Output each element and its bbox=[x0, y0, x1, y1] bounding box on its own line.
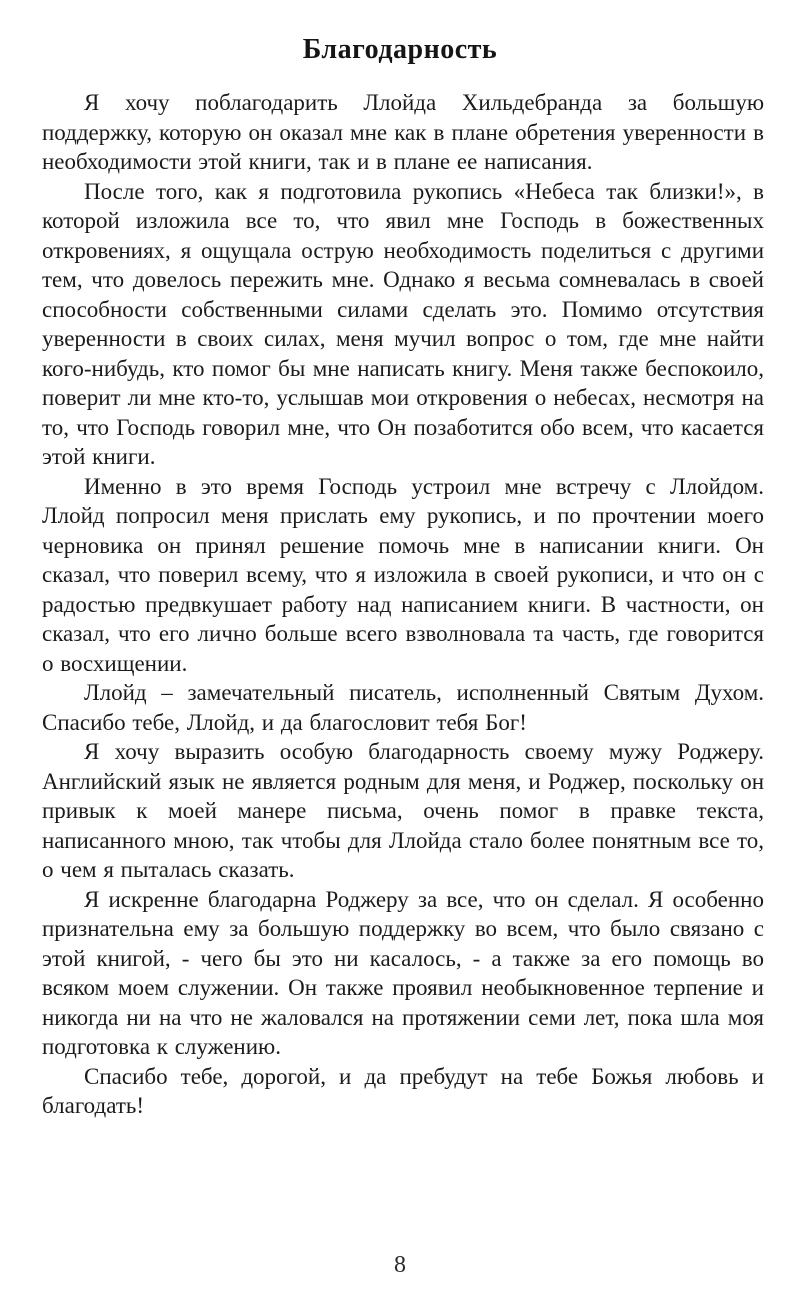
paragraph: Именно в это время Господь устроил мне встречу с Ллойдом. Ллойд попросил меня прислать ему рукопись, и по прочтении моего черновика он принял решение помочь мне в написании книги. Он сказал, что поверил всему, что я изложила в своей рукописи, и что он с радостью предвкушает работу над написанием книги. В частности, он сказал, что его лично больше всего взволновала та часть, где говорится о восхищении. bbox=[42, 473, 764, 676]
paragraph: Я хочу поблагодарить Ллойда Хильдебранда за большую поддержку, которую он оказал мне как в плане обретения уверенности в необходимости этой книги, так и в плане ее написания. bbox=[42, 90, 764, 174]
paragraph: После того, как я подготовила рукопись «Небеса так близки!», в которой изложила все то, что явил мне Господь в божественных откровениях, я ощущала острую необходимость поделиться с другими тем, что довелось пережить мне. Однако я весьма сомневалась в своей способности собственными силами сделать это. Помимо отсутствия уверенности в своих силах, меня мучил вопрос о том, где мне найти кого-нибудь, кто помог бы мне написать книгу. Меня также беспокоило, поверит ли мне кто-то, услышав мои откровения о небесах, несмотря на то, что Господь говорил мне, что Он позаботится обо всем, что касается этой книги. bbox=[42, 178, 764, 469]
page-number: 8 bbox=[394, 1252, 406, 1278]
page-title: Благодарность bbox=[302, 34, 498, 65]
acknowledgment-text bbox=[42, 88, 764, 1121]
paragraph: Я хочу выразить особую благодарность своему мужу Роджеру. Английский язык не является родным для меня, и Роджер, поскольку он привык к моей манере письма, очень помог в правке текста, написанного мною, так чтобы для Ллойда стало более понятным все то, о чем я пыталась сказать. bbox=[42, 739, 764, 882]
paragraph: Спасибо тебе, дорогой, и да пребудут на тебе Божья любовь и благодать! bbox=[42, 1063, 764, 1118]
paragraph: Ллойд – замечательный писатель, исполненный Святым Духом. Спасибо тебе, Ллойд, и да благословит тебя Бог! bbox=[42, 680, 764, 735]
paragraph: Я искренне благодарна Роджеру за все, что он сделал. Я особенно признательна ему за большую поддержку во всем, что было связано с этой книгой, - чего бы это ни касалось, - а также за его помощь во всяком моем служении. Он также проявил необыкновенное терпение и никогда ни на что не жаловался на протяжении семи лет, пока шла моя подготовка к служению. bbox=[42, 886, 764, 1059]
